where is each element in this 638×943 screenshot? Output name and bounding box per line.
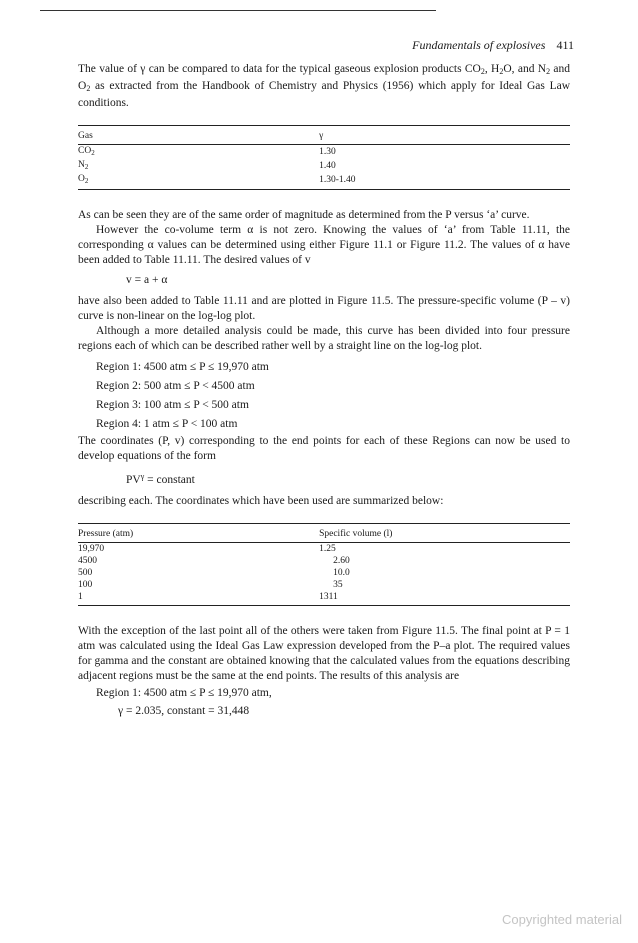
paragraph-covolume: However the co-volume term α is not zero. Knowing the values of ‘a’ from Table 11.11, the corresponding α values can be determined using either Figure 11.1 or Figure 11.2. The values of α have been added to Table 11.11. The desired values of v <box>78 224 570 266</box>
equation-pv: $PV^\gamma$ = constant <box>126 472 195 486</box>
paragraph-magnitude: As can be seen they are of the same order of magnitude as determined from the P versus ‘a’ curve. <box>78 209 530 221</box>
equation-v: v = a + α <box>126 274 168 286</box>
page-body <box>78 62 570 720</box>
table-row: 4500 2.60 <box>78 556 350 566</box>
table-header-volume: Specific volume (l) <box>319 524 570 543</box>
running-header <box>412 38 574 53</box>
paragraph-results: With the exception of the last point all of the others were taken from Figure 11.5. The final point at P = 1 atm was calculated using the Ideal Gas Law expression developed from the P–a plot. The required values for gamma and the constant are obtained knowing that the calculated values from the equations describing adjacent regions must be the same at the end points. The results of this analysis are <box>78 625 570 682</box>
page-number: 411 <box>556 38 574 52</box>
table-row: 100 35 <box>78 580 343 590</box>
paragraph-plotted: have also been added to Table 11.11 and are plotted in Figure 11.5. The pressure-specific volume (P – v) curve is non-linear on the log-log plot. <box>78 295 570 322</box>
region-2: Region 2: 500 atm ≤ P < 4500 atm <box>96 380 255 392</box>
table-header-gamma: γ <box>319 126 570 145</box>
region-4: Region 4: 1 atm ≤ P < 100 atm <box>96 418 238 430</box>
table-header-pressure: Pressure (atm) <box>78 524 319 543</box>
result-region-1: Region 1: 4500 atm ≤ P ≤ 19,970 atm, <box>96 687 272 699</box>
region-1: Region 1: 4500 atm ≤ P ≤ 19,970 atm <box>96 361 269 373</box>
table-header-gas: Gas <box>78 126 319 145</box>
result-region-1-values: γ = 2.035, constant = 31,448 <box>118 705 250 717</box>
region-3: Region 3: 100 atm ≤ P < 500 atm <box>96 399 249 411</box>
running-title: Fundamentals of explosives <box>412 38 546 52</box>
paragraph-gamma-comparison: The value of γ can be compared to data for the typical gaseous explosion products $CO_2$, $H_2O$, and $N_2$ and $O_2$ as extracted from the Handbook of Chemistry and Physics (1956) which apply for Ideal Gas Law conditions. <box>78 63 570 109</box>
pressure-volume-table <box>78 523 570 606</box>
table-row: $N_2$ 1.40 <box>78 160 336 171</box>
top-rule <box>40 10 436 11</box>
watermark: Copyrighted material <box>502 912 622 927</box>
paragraph-summary: describing each. The coordinates which have been used are summarized below: <box>78 495 444 507</box>
paragraph-regions-intro: Although a more detailed analysis could be made, this curve has been divided into four pressure regions each of which can be described rather well by a straight line on the log-log plot. <box>78 325 570 352</box>
table-row: $O_2$ 1.30-1.40 <box>78 173 570 190</box>
gas-gamma-table <box>78 125 570 190</box>
table-row: 500 10.0 <box>78 568 350 578</box>
paragraph-coordinates: The coordinates (P, v) corresponding to the end points for each of these Regions can now be used to develop equations of the form <box>78 435 570 462</box>
table-row: 1 1311 <box>78 591 570 606</box>
table-row: 19,970 1.25 <box>78 544 336 554</box>
table-row: $CO_2$ 1.30 <box>78 146 336 157</box>
